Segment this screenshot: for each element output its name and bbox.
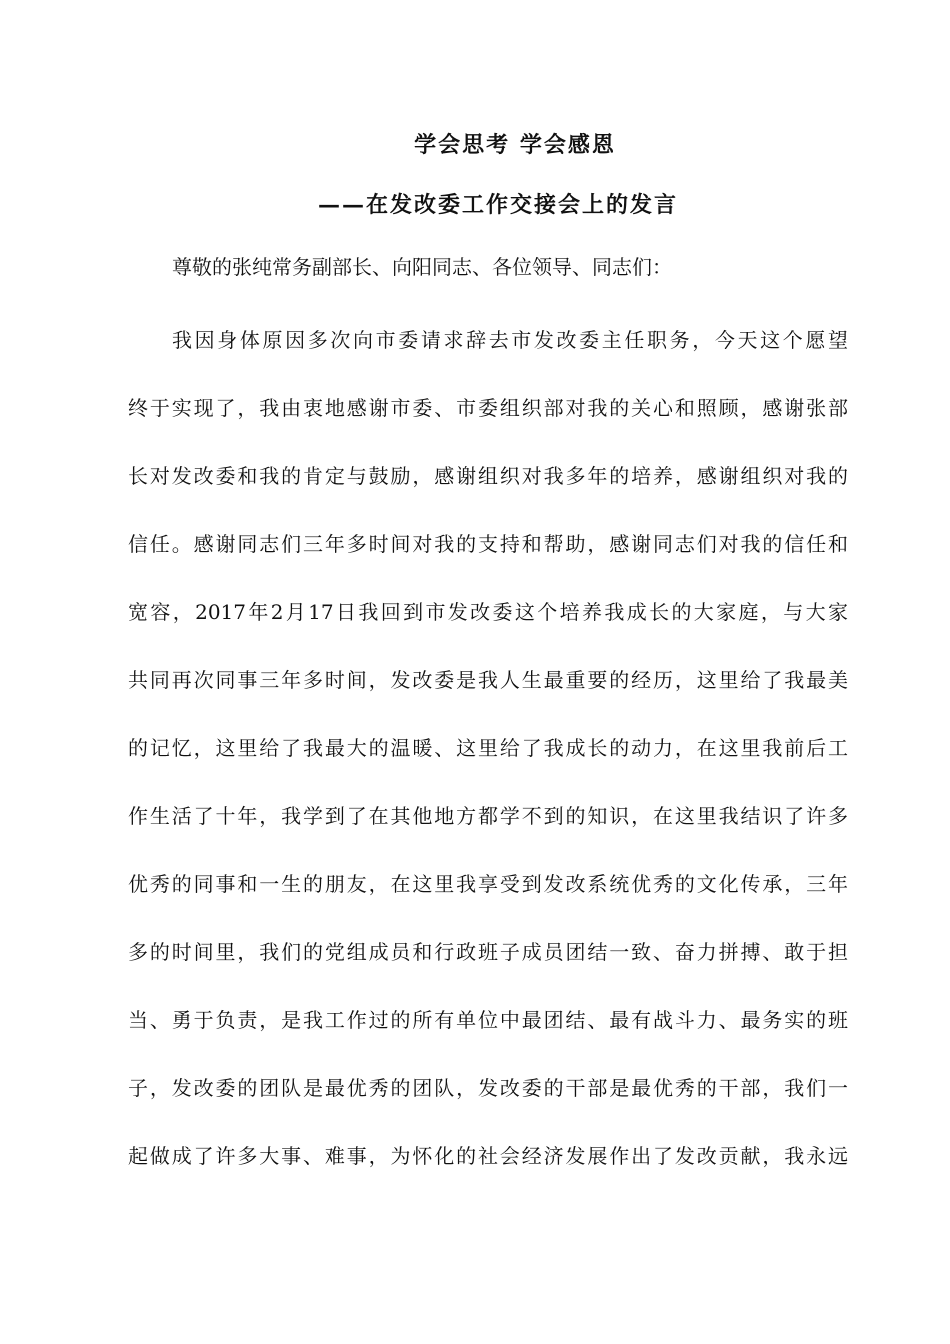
paragraph-line: 子，发改委的团队是最优秀的团队，发改委的干部是最优秀的干部，我们一 xyxy=(128,1076,848,1100)
paragraph-line: 的记忆，这里给了我最大的温暖、这里给了我成长的动力，在这里我前后工 xyxy=(128,736,848,760)
salutation: 尊敬的张纯常务副部长、向阳同志、各位领导、同志们： xyxy=(172,255,672,279)
paragraph-line: 共同再次同事三年多时间，发改委是我人生最重要的经历，这里给了我最美 xyxy=(128,668,848,692)
paragraph-line: 起做成了许多大事、难事，为怀化的社会经济发展作出了发改贡献，我永远 xyxy=(128,1144,848,1168)
document-subtitle: ——在发改委工作交接会上的发言 xyxy=(318,192,679,218)
body-paragraph xyxy=(128,306,848,1190)
paragraph-line: 长对发改委和我的肯定与鼓励，感谢组织对我多年的培养，感谢组织对我的 xyxy=(128,464,848,488)
paragraph-line: 优秀的同事和一生的朋友，在这里我享受到发改系统优秀的文化传承，三年 xyxy=(128,872,848,896)
paragraph-line: 终于实现了，我由衷地感谢市委、市委组织部对我的关心和照顾，感谢张部 xyxy=(128,396,848,420)
paragraph-line: 当、勇于负责，是我工作过的所有单位中最团结、最有战斗力、最务实的班 xyxy=(128,1008,848,1032)
paragraph-line: 我因身体原因多次向市委请求辞去市发改委主任职务，今天这个愿望 xyxy=(172,328,848,352)
paragraph-line: 信任。感谢同志们三年多时间对我的支持和帮助，感谢同志们对我的信任和 xyxy=(128,532,848,556)
paragraph-line: 作生活了十年，我学到了在其他地方都学不到的知识，在这里我结识了许多 xyxy=(128,804,848,828)
document-title: 学会思考 学会感恩 xyxy=(414,132,616,158)
paragraph-line: 宽容，2017年2月17日我回到市发改委这个培养我成长的大家庭，与大家 xyxy=(128,600,848,624)
paragraph-line: 多的时间里，我们的党组成员和行政班子成员团结一致、奋力拼搏、敢于担 xyxy=(128,940,848,964)
